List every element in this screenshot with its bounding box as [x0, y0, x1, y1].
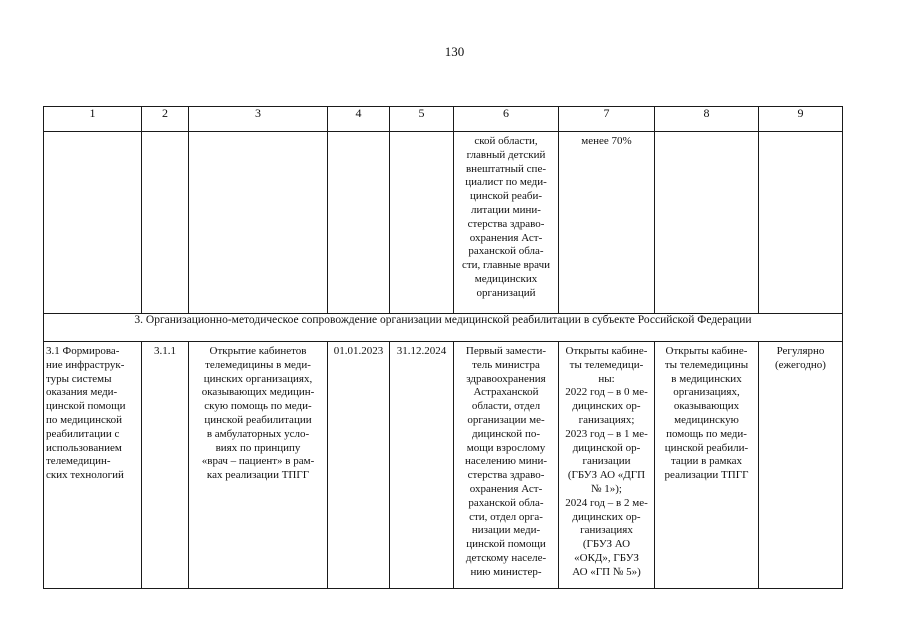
end-date-text: 31.12.2024: [396, 345, 447, 357]
result-text: Открыты кабине- ты телемедицины в медицинских организациях, оказывающих медицинскую помощь по меди- цинской реабили- тации в рамках реализации ТПГГ: [664, 345, 749, 482]
frequency-cell: [759, 342, 843, 589]
column-number: 9: [759, 107, 843, 132]
column-number: 5: [390, 107, 454, 132]
column-number: 1: [44, 107, 142, 132]
start-date-text: 01.01.2023: [333, 345, 384, 357]
column-number: 2: [142, 107, 189, 132]
action-cell: [189, 342, 328, 589]
continuation-row: [44, 132, 843, 314]
table-row: [44, 342, 843, 589]
empty-cell: [759, 132, 843, 314]
empty-cell: [328, 132, 390, 314]
indicator-text: Открыты кабине- ты телемедици- ны: 2022 год – в 0 ме- дицинских ор- ганизациях; 2023 год – в 1 ме- дицинской ор- ганизации (ГБУЗ АО «ДГП № 1»); 2024 год – в 2 ме- дицинских ор- ганизациях (ГБУЗ АО «ОКД», ГБУЗ АО «ГП № 5»): [565, 345, 648, 578]
section-heading-row: [44, 314, 843, 342]
column-number: 3: [189, 107, 328, 132]
column-number: 6: [454, 107, 559, 132]
column-number: 7: [559, 107, 655, 132]
empty-cell: [142, 132, 189, 314]
indicator-cell: [559, 132, 655, 314]
code-text: 3.1.1: [154, 345, 176, 357]
empty-cell: [44, 132, 142, 314]
page-number: 130: [444, 44, 465, 59]
end-date-cell: [390, 342, 454, 589]
measure-text: 3.1 Формирова- ние инфраструк- туры системы оказания меди- цинской помощи по медицинской реабилитации с использованием телемедицин- ских технологий: [46, 345, 126, 482]
responsible-text: Первый замести- тель министра здравоохранения Астраханской области, отдел организации ме- дицинской по- мощи взрослому населению мини- стерства здраво- охранения Аст- раханской обла- сти, отдел орга- низации меди- цинской помощи детскому населе- нию министер-: [464, 345, 548, 578]
empty-cell: [655, 132, 759, 314]
action-text: Открытие кабинетов телемедицины в меди- цинских организациях, оказывающих медицин- скую помощь по меди- цинской реабилитации в амбулаторных усло- виях по принципу «врач – пациент» в рам- ках реализации ТПГГ: [201, 345, 315, 482]
section-heading: 3. Организационно-методическое сопровождение организации медицинской реабилитации в субъекте Российской Федерации: [44, 314, 843, 342]
column-number-row: [44, 107, 843, 132]
column-number: 8: [655, 107, 759, 132]
code-cell: [142, 342, 189, 589]
indicator-text: менее 70%: [581, 135, 632, 147]
result-cell: [655, 342, 759, 589]
responsible-text: ской области, главный детский внештатный спе- циалист по меди- цинской реаби- литации мини- стерства здраво- охранения Аст- раханской обла- сти, главные врачи медицинских организаций: [461, 135, 551, 299]
empty-cell: [390, 132, 454, 314]
column-number: 4: [328, 107, 390, 132]
start-date-cell: [328, 342, 390, 589]
measure-cell: [44, 342, 142, 589]
measures-table: [43, 106, 843, 589]
empty-cell: [189, 132, 328, 314]
responsible-cell: [454, 342, 559, 589]
indicator-cell: [559, 342, 655, 589]
frequency-text: Регулярно (ежегодно): [775, 345, 826, 371]
responsible-cell: [454, 132, 559, 314]
